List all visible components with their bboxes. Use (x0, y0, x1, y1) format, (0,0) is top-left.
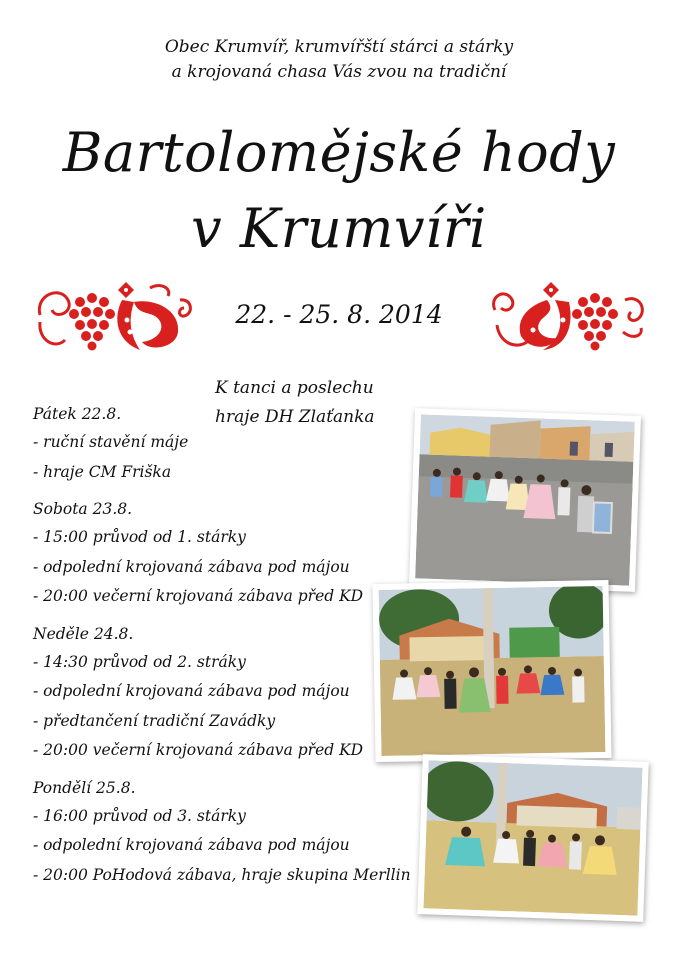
title-line-2: v Krumvíři (191, 197, 487, 260)
square-image (423, 760, 642, 915)
title-line-1: Bartolomějské hody (62, 121, 616, 184)
program-item: - odpolední krojovaná zábava pod májou (33, 557, 350, 576)
event-title (0, 115, 678, 267)
parade-image (415, 414, 635, 585)
invitation-text (0, 35, 678, 85)
program-item: - hraje CM Friška (33, 462, 172, 481)
program-item: - 14:30 průvod od 2. stráky (33, 652, 246, 671)
day-monday (33, 774, 411, 891)
day-sunday (33, 620, 411, 766)
day-title: Pondělí 25.8. (33, 778, 136, 797)
day-title: Sobota 23.8. (33, 500, 133, 518)
program-item: - 16:00 průvod od 3. stárky (33, 806, 246, 825)
dance-image (379, 586, 606, 756)
event-dates: 22. - 25. 8. 2014 (235, 300, 443, 329)
day-title: Neděle 24.8. (33, 624, 134, 643)
program-item: - 15:00 průvod od 1. stárky (33, 528, 246, 546)
program-item: - odpolední krojovaná zábava pod májou (33, 836, 350, 854)
program-item: - ruční stavění máje (33, 433, 189, 451)
music-line-2: hraje DH Zlaťanka (215, 407, 375, 427)
invitation-line-2: a krojovaná chasa Vás zvou na tradiční (171, 62, 507, 82)
day-title: Pátek 22.8. (33, 405, 122, 423)
music-line-1: K tanci a poslechu (215, 378, 374, 398)
program-item: - předtančení tradiční Zavádky (33, 711, 276, 730)
program-item: - 20:00 večerní krojovaná zábava před KD (33, 741, 364, 759)
program-item: - 20:00 večerní krojovaná zábava před KD (33, 587, 364, 605)
program-schedule (33, 400, 411, 890)
parade-photo (409, 408, 641, 592)
program-item: - 20:00 PoHodová zábava, hraje skupina Merllin (33, 865, 411, 884)
square-photo (417, 754, 648, 922)
invitation-line-1: Obec Krumvíř, krumvířští stárci a stárky (164, 37, 514, 57)
day-friday (33, 400, 411, 487)
day-saturday (33, 495, 411, 612)
dance-photo (372, 580, 611, 762)
program-item: - odpolední krojovaná zábava pod májou (33, 682, 350, 700)
